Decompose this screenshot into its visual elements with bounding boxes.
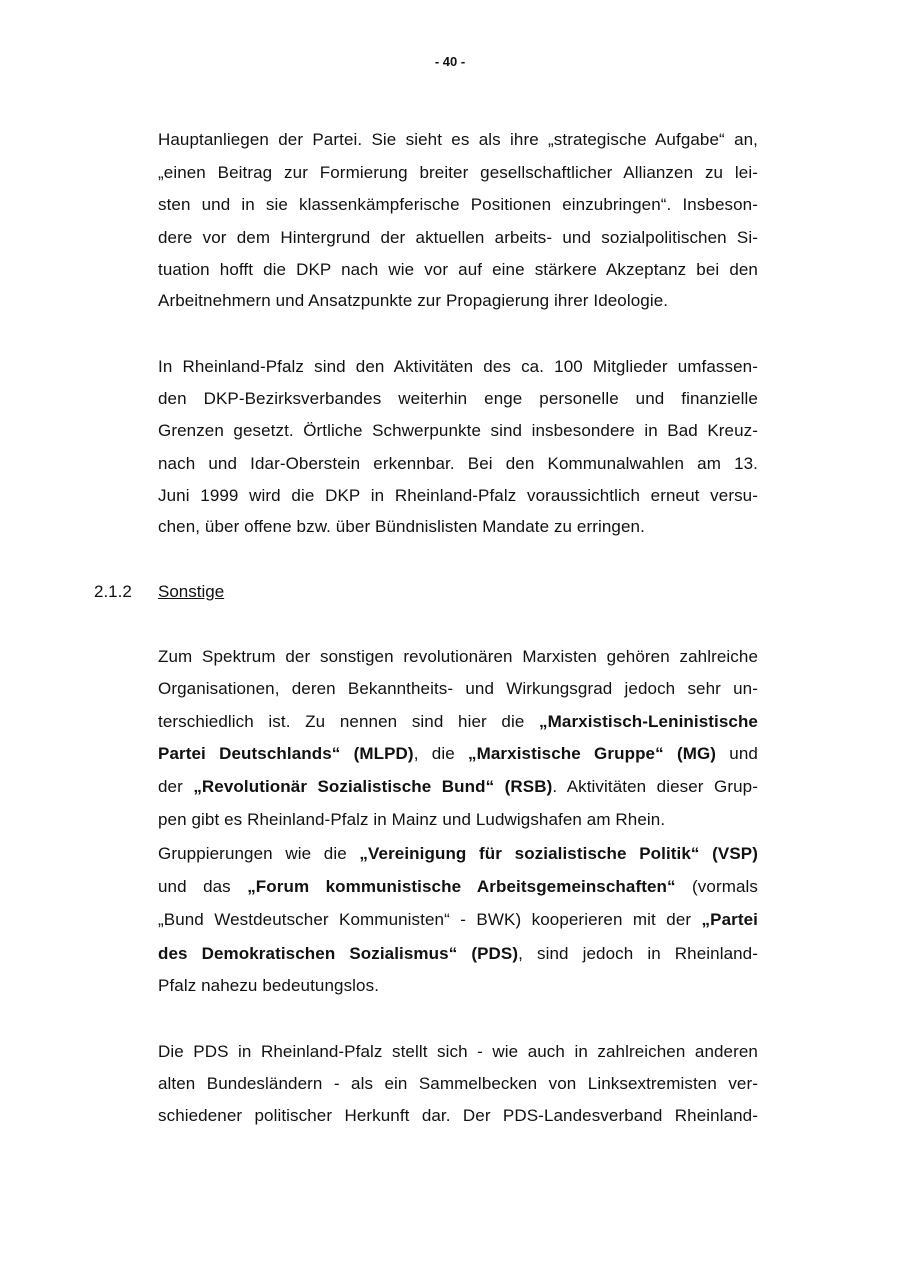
org-name-pds: „Partei [701,910,758,929]
text-line [158,944,758,964]
text-span: Gruppierungen wie die [158,844,360,863]
text-line: „einen Beitrag zur Formierung breiter gesellschaftlicher Allianzen zu lei- [158,163,758,182]
org-name-mlpd: Partei Deutschlands“ (MLPD) [158,744,414,763]
text-line: Die PDS in Rheinland-Pfalz stellt sich - wie auch in zahlreichen anderen [158,1042,758,1061]
text-line: den DKP-Bezirksverbandes weiterhin enge personelle und finanzielle [158,389,758,408]
text-line: schiedener politischer Herkunft dar. Der PDS-Landesverband Rheinland- [158,1106,758,1125]
org-name-forum: „Forum kommunistische Arbeitsgemeinschaften“ [247,877,676,896]
text-span: „Bund Westdeutscher Kommunisten“ - BWK) kooperieren mit der [158,910,702,929]
section-number: 2.1.2 [94,582,132,601]
text-line: Grenzen gesetzt. Örtliche Schwerpunkte sind insbesondere in Bad Kreuz- [158,421,758,440]
text-line: pen gibt es Rheinland-Pfalz in Mainz und Ludwigshafen am Rhein. [158,810,666,829]
org-name-pds: des Demokratischen Sozialismus“ (PDS) [158,944,519,963]
text-line: Organisationen, deren Bekanntheits- und Wirkungsgrad jedoch sehr un- [158,679,758,698]
text-span: , die [413,744,469,763]
text-line [158,744,758,764]
text-span: . Aktivitäten dieser Grup- [552,777,758,796]
org-name-mlpd: „Marxistisch-Leninistische [539,712,758,731]
text-line: Arbeitnehmern und Ansatzpunkte zur Propagierung ihrer Ideologie. [158,291,669,310]
text-span: , sind jedoch in Rheinland- [518,944,758,963]
text-line: Hauptanliegen der Partei. Sie sieht es als ihre „strategische Aufgabe“ an, [158,130,758,149]
org-name-mg: „Marxistische Gruppe“ (MG) [468,744,717,763]
text-line: Zum Spektrum der sonstigen revolutionären Marxisten gehören zahlreiche [158,647,758,666]
text-line [158,844,758,864]
text-line: Pfalz nahezu bedeutungslos. [158,976,380,995]
text-line: chen, über offene bzw. über Bündnislisten Mandate zu erringen. [158,517,645,536]
text-line: alten Bundesländern - als ein Sammelbecken von Linksextremisten ver- [158,1074,758,1093]
text-line [158,777,758,797]
text-line: nach und Idar-Oberstein erkennbar. Bei den Kommunalwahlen am 13. [158,454,758,473]
org-name-vsp: „Vereinigung für sozialistische Politik“ (VSP) [359,844,759,863]
text-span: und das [158,877,248,896]
page-number: - 40 - [434,54,466,69]
text-span: der [158,777,194,796]
text-span: (vormals [675,877,759,896]
text-line [158,910,758,930]
text-line: dere vor dem Hintergrund der aktuellen arbeits- und sozialpolitischen Si- [158,228,758,247]
text-line [158,712,758,732]
text-line: tuation hofft die DKP nach wie vor auf eine stärkere Akzeptanz bei den [158,260,758,279]
text-span: terschiedlich ist. Zu nennen sind hier die [158,712,540,731]
text-span: und [716,744,758,763]
text-line [158,877,758,897]
section-title: Sonstige [158,582,225,601]
text-line: sten und in sie klassenkämpferische Positionen einzubringen“. Insbeson- [158,195,758,214]
org-name-rsb: „Revolutionär Sozialistische Bund“ (RSB) [193,777,553,796]
text-line: Juni 1999 wird die DKP in Rheinland-Pfalz voraussichtlich erneut versu- [158,486,758,505]
text-line: In Rheinland-Pfalz sind den Aktivitäten des ca. 100 Mitglieder umfassen- [158,357,758,376]
